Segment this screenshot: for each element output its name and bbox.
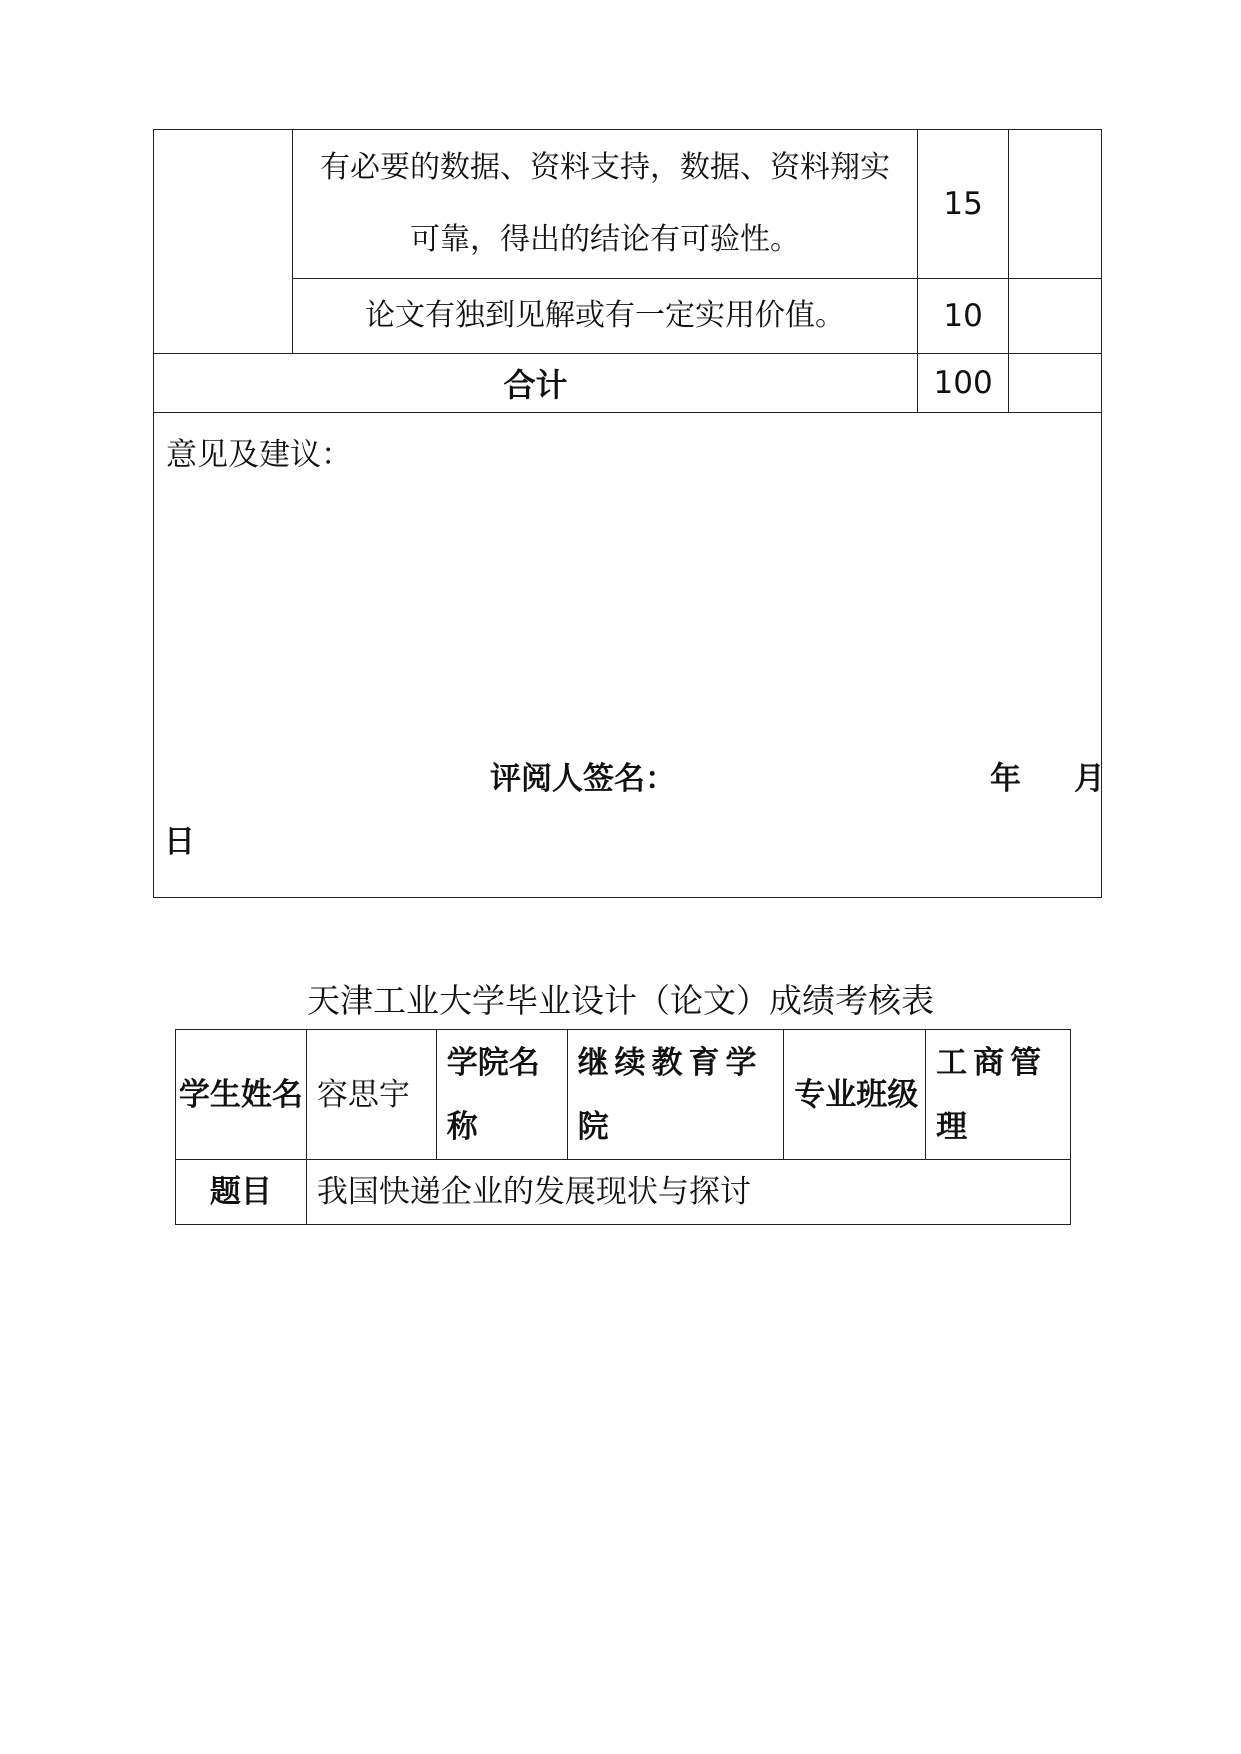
criterion-cell: 有必要的数据、资料支持，数据、资料翔实可靠，得出的结论有可验性。 xyxy=(292,130,917,279)
topic-value: 我国快递企业的发展现状与探讨 xyxy=(306,1160,1070,1225)
college-label: 学院名称 xyxy=(436,1030,567,1160)
opinion-label: 意见及建议： xyxy=(166,437,352,473)
topic-label: 题目 xyxy=(176,1160,307,1225)
total-label: 合计 xyxy=(154,354,918,413)
opinion-row xyxy=(154,413,1102,898)
form-title: 天津工业大学毕业设计（论文）成绩考核表 xyxy=(307,981,934,1020)
major-value: 工商管理 xyxy=(926,1030,1071,1160)
day-label: 日 xyxy=(164,824,195,860)
year-label: 年 xyxy=(990,761,1021,797)
student-name-value: 容思宇 xyxy=(306,1030,436,1160)
table-row xyxy=(154,279,1102,354)
total-score: 100 xyxy=(918,354,1009,413)
reviewer-signature-label: 评阅人签名： xyxy=(490,761,676,797)
table-row xyxy=(176,1030,1071,1160)
month-label: 月 xyxy=(1074,761,1105,797)
category-cell xyxy=(154,130,293,354)
max-score-cell: 15 xyxy=(918,130,1009,279)
max-score-cell: 10 xyxy=(918,279,1009,354)
evaluation-table xyxy=(153,129,1105,898)
given-score-cell[interactable] xyxy=(1009,130,1102,279)
total-row xyxy=(154,354,1102,413)
table-row xyxy=(154,130,1102,279)
major-label: 专业班级 xyxy=(784,1030,926,1160)
student-name-label: 学生姓名 xyxy=(176,1030,307,1160)
student-info-table xyxy=(175,1029,1071,1225)
opinion-cell[interactable] xyxy=(154,413,1105,898)
given-score-cell[interactable] xyxy=(1009,279,1102,354)
table-row xyxy=(176,1160,1071,1225)
criterion-cell: 论文有独到见解或有一定实用价值。 xyxy=(292,279,917,354)
college-value: 继续教育学院 xyxy=(567,1030,784,1160)
total-given-score-cell[interactable] xyxy=(1009,354,1102,413)
